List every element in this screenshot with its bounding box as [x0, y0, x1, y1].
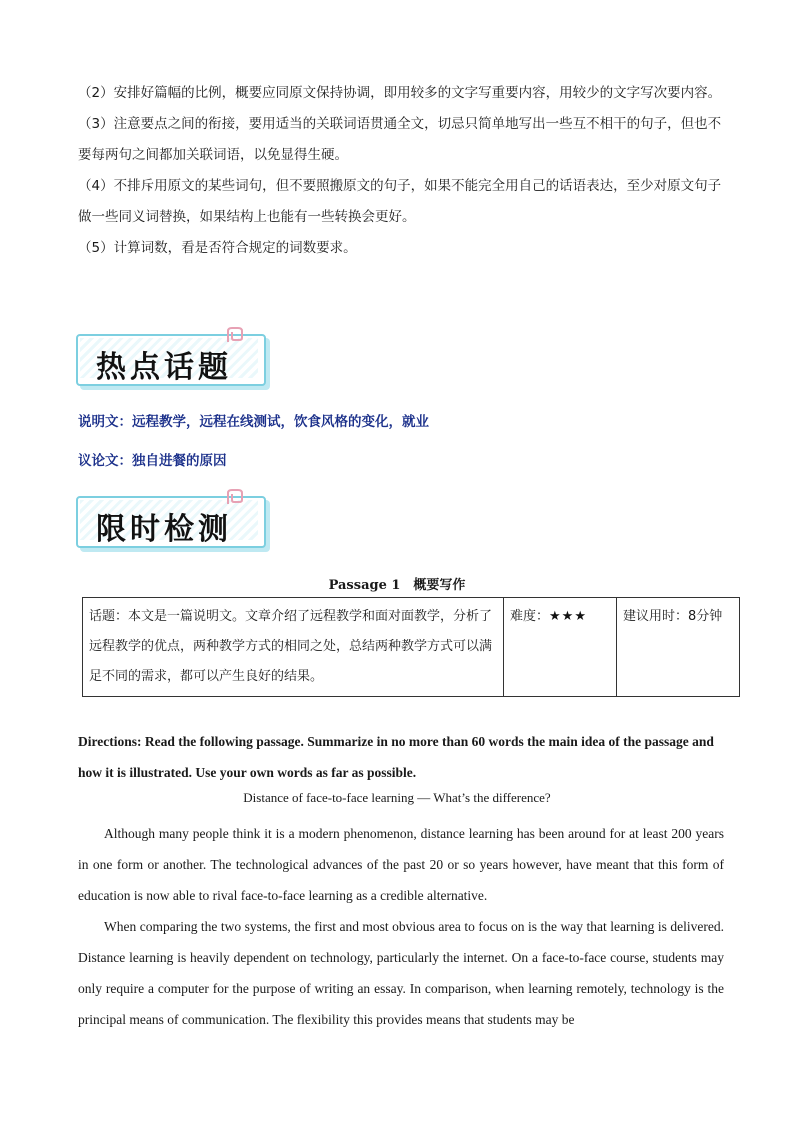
article-paragraph: When comparing the two systems, the first and most obvious area to focus on is the way that learning is delivered. Distance learning is heavily dependent on technology, particularly the internet. On a face-to-face course, students may only require a computer for the purpose of writing an essay. In comparison, when learning remotely, technology is the principal means of communication. The flexibility this provides means that students may be: [78, 919, 724, 1027]
hot-topics-banner: [76, 326, 268, 384]
writing-tips: [78, 78, 724, 264]
tip-2: （2）安排好篇幅的比例，概要应同原文保持协调，即用较多的文字写重要内容，用较少的文字写次要内容。: [78, 85, 722, 101]
article-paragraph: Although many people think it is a modern phenomenon, distance learning has been around for at least 200 years in one form or another. The technological advances of the past 20 or so years however, have meant that this form of education is now able to rival face-to-face learning as a credible alternative.: [78, 826, 724, 903]
directions: Directions: Read the following passage. Summarize in no more than 60 words the main idea of the passage and how it is illustrated. Use your own words as far as possible.: [78, 734, 714, 780]
topic-cell: 话题：本文是一篇说明文。文章介绍了远程教学和面对面教学，分析了远程教学的优点，两种教学方式的相同之处，总结两种教学方式可以满足不同的需求，都可以产生良好的结果。: [83, 598, 504, 697]
difficulty-stars: ★★★: [549, 609, 587, 624]
tip-3: （3）注意要点之间的衔接，要用适当的关联词语贯通全文，切忌只简单地写出一些互不相干的句子，但也不要每两句之间都加关联词语，以免显得生硬。: [78, 116, 722, 163]
tip-4: （4）不排斥用原文的某些词句，但不要照搬原文的句子，如果不能完全用自己的话语表达，至少对原文句子做一些同义词替换，如果结构上也能有一些转换会更好。: [78, 178, 722, 225]
article-body: [78, 818, 724, 1035]
tip-5: （5）计算词数，看是否符合规定的词数要求。: [78, 240, 357, 256]
article-title: Distance of face-to-face learning — What’s the difference?: [243, 790, 551, 805]
passage-info-table: [82, 597, 740, 697]
topic-expository: 说明文：远程教学，远程在线测试，饮食风格的变化，就业: [78, 414, 429, 430]
time-cell: 建议用时：8分钟: [617, 598, 740, 697]
topic-argumentative: 议论文：独自进餐的原因: [78, 453, 227, 469]
timed-test-title: 限时检测: [96, 512, 232, 547]
hot-topics-title: 热点话题: [96, 350, 232, 385]
difficulty-cell: [504, 598, 617, 697]
timed-test-banner: [76, 488, 268, 546]
difficulty-label: 难度：: [510, 609, 550, 624]
passage-title: Passage 1 概要写作: [328, 578, 466, 593]
